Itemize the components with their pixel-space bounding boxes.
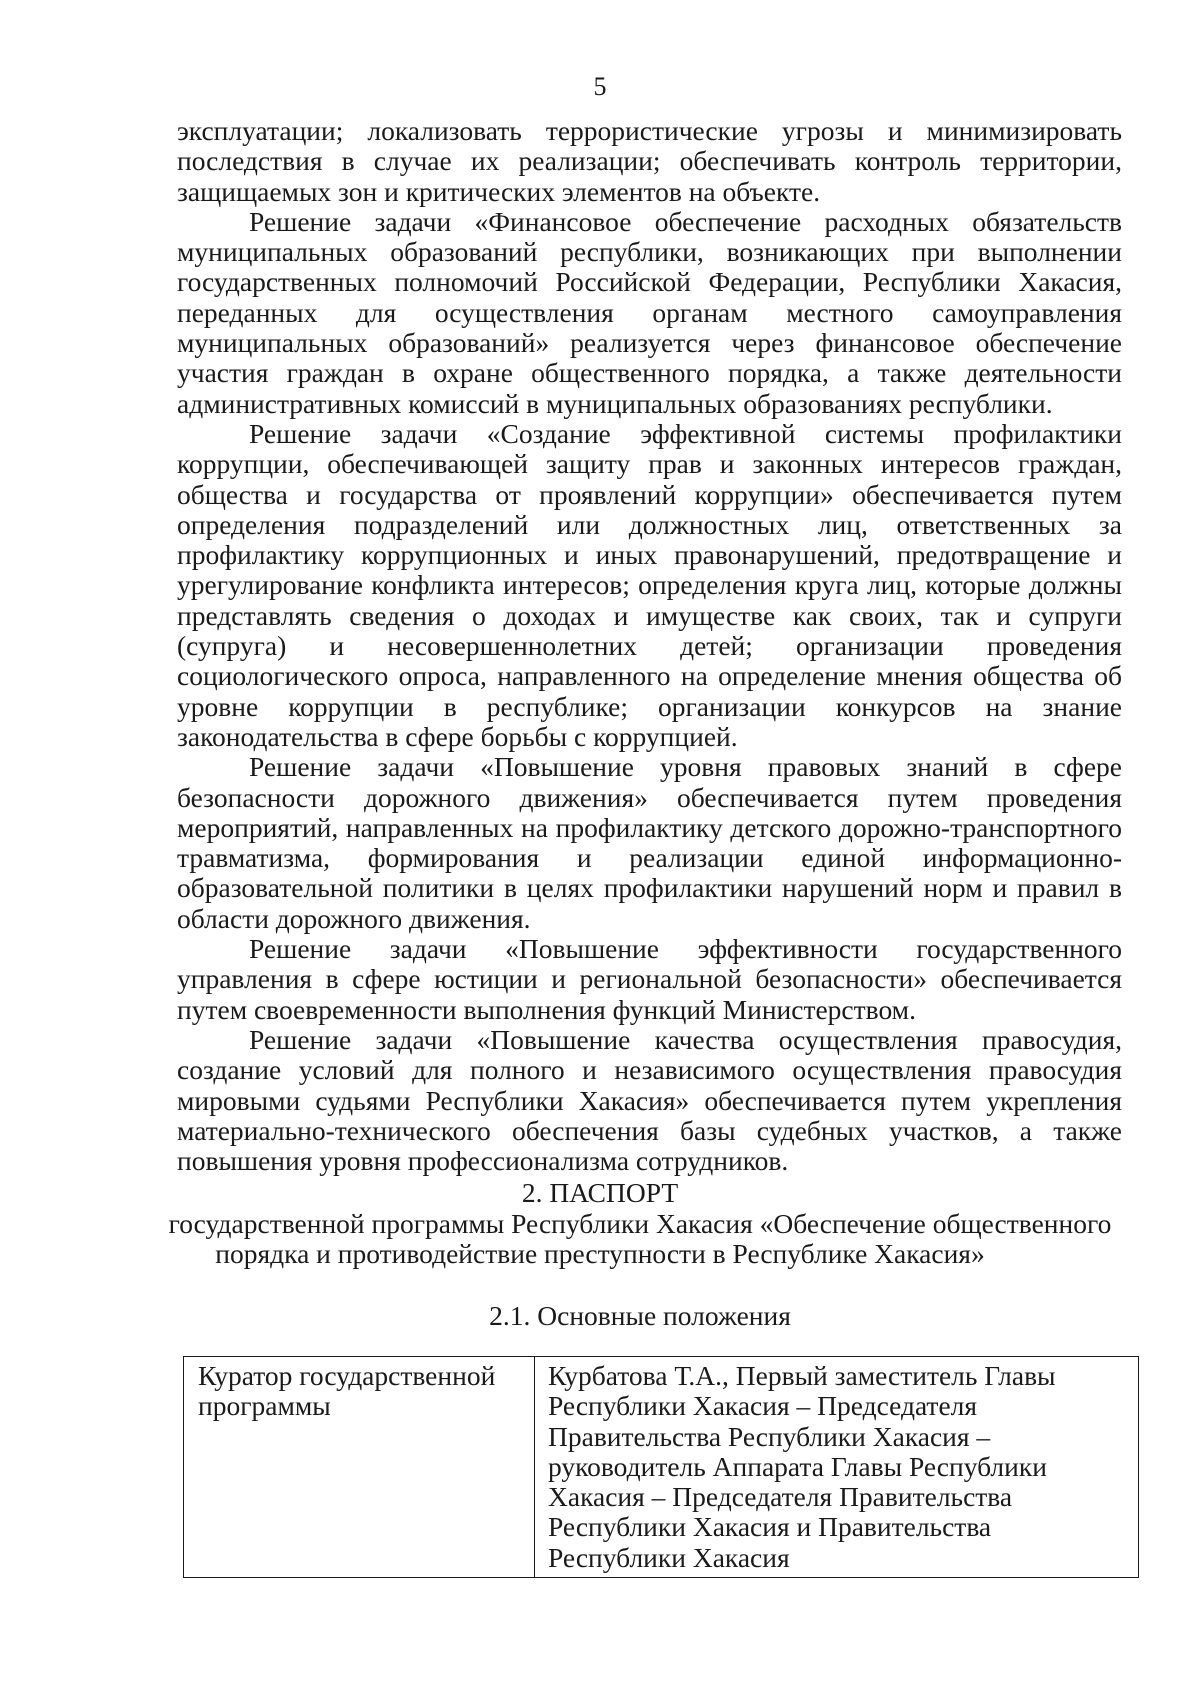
page-number: 5 <box>593 72 607 101</box>
section-title: 2. ПАСПОРТ <box>521 1177 679 1208</box>
table-row <box>184 1357 1139 1578</box>
paragraph-6: Решение задачи «Повышение качества осуществления правосудия, создание условий для полного и независимого осуществления правосудия мировыми судьями Республики Хакасия» обеспечивается путем укрепления материально-технического обеспечения базы судебных участков, а также повышения уровня профессионализма сотрудников. <box>177 1023 1122 1177</box>
table-cell-value: Курбатова Т.А., Первый заместитель Главы Республики Хакасия – Председателя Правительства Республики Хакасия – руководитель Аппарата Главы Республики Хакасия – Председателя Правительства Республики Хакасия и Правительства Республики Хакасия <box>535 1357 1139 1578</box>
body-text <box>177 116 1122 1176</box>
subsection-title: 2.1. Основные положения <box>489 1300 791 1331</box>
passport-table <box>183 1356 1139 1578</box>
section-subtitle-line-1: государственной программы Республики Хакасия «Обеспечение общественного <box>168 1208 1112 1239</box>
paragraph-3: Решение задачи «Создание эффективной системы профилактики коррупции, обеспечивающей защиту прав и законных интересов граждан, общества и государства от проявлений коррупции» обеспечивается путем определения подразделений или должностных лиц, ответственных за профилактику коррупционных и иных правонарушений, предотвращение и урегулирование конфликта интересов; определения круга лиц, которые должны представлять сведения о доходах и имуществе как своих, так и супруги (супруга) и несовершеннолетних детей; организации проведения социологического опроса, направленного на определение мнения общества об уровне коррупции в республике; организации конкурсов на знание законодательства в сфере борьбы с коррупцией. <box>177 417 1122 752</box>
paragraph-1: эксплуатации; локализовать террористические угрозы и минимизировать последствия в случае их реализации; обеспечивать контроль территории, защищаемых зон и критических элементов на объекте. <box>177 115 1122 207</box>
section-subtitle-line-2: порядка и противодействие преступности в Республике Хакасия» <box>215 1238 985 1269</box>
table-cell-label: Куратор государственной программы <box>184 1357 535 1578</box>
paragraph-4: Решение задачи «Повышение уровня правовых знаний в сфере безопасности дорожного движения» обеспечивается путем проведения мероприятий, направленных на профилактику детского дорожно-транспортного травматизма, формирования и реализации единой информационно-образовательной политики в целях профилактики нарушений норм и правил в области дорожного движения. <box>177 751 1122 934</box>
paragraph-2: Решение задачи «Финансовое обеспечение расходных обязательств муниципальных образований республики, возникающих при выполнении государственных полномочий Российской Федерации, Республики Хакасия, переданных для осуществления органам местного самоуправления муниципальных образований» реализуется через финансовое обеспечение участия граждан в охране общественного порядка, а также деятельности административных комиссий в муниципальных образованиях республики. <box>177 205 1122 419</box>
paragraph-5: Решение задачи «Повышение эффективности государственного управления в сфере юстиции и региональной безопасности» обеспечивается путем своевременности выполнения функций Министерством. <box>177 933 1122 1025</box>
